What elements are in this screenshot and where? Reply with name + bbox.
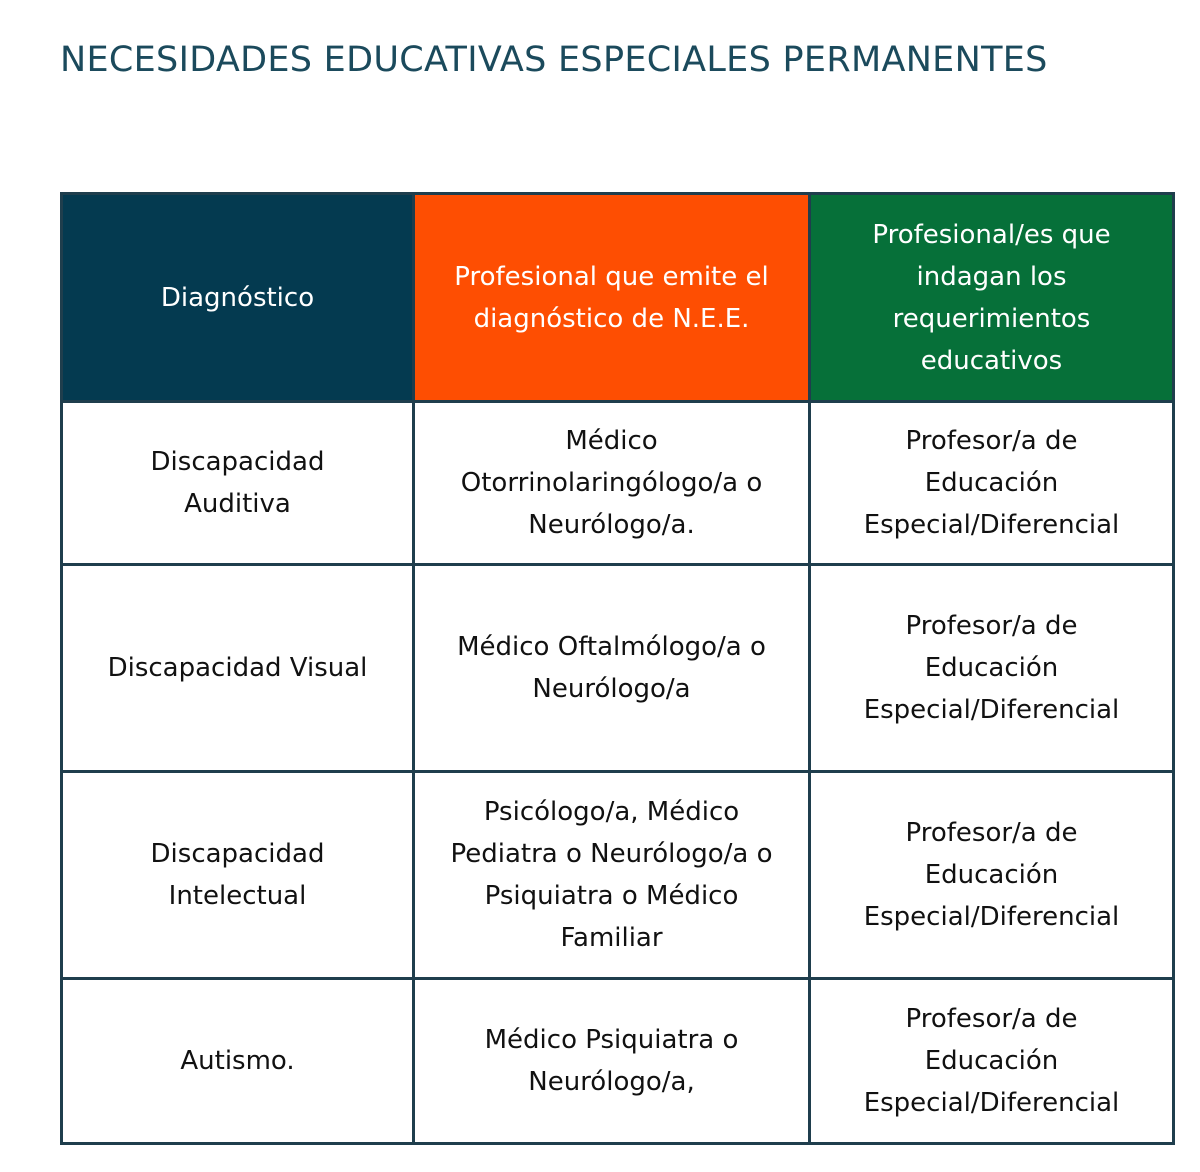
nee-table: [60, 192, 1175, 1145]
table-row: [62, 402, 1174, 565]
table-row: [62, 772, 1174, 979]
cell-diagnostico: Autismo.: [62, 979, 414, 1144]
header-diagnostico: Diagnóstico: [62, 194, 414, 402]
cell-profesional-emite: Psicólogo/a, Médico Pediatra o Neurólogo/a o Psiquiatra o Médico Familiar: [414, 772, 810, 979]
cell-profesionales-indagan: Profesor/a de Educación Especial/Diferencial: [810, 565, 1174, 772]
table-row: [62, 979, 1174, 1144]
cell-diagnostico: Discapacidad Auditiva: [62, 402, 414, 565]
cell-profesional-emite: Médico Psiquiatra o Neurólogo/a,: [414, 979, 810, 1144]
table-header-row: [62, 194, 1174, 402]
cell-profesionales-indagan: Profesor/a de Educación Especial/Diferencial: [810, 402, 1174, 565]
cell-diagnostico: Discapacidad Visual: [62, 565, 414, 772]
cell-profesional-emite: Médico Oftalmólogo/a o Neurólogo/a: [414, 565, 810, 772]
cell-profesional-emite: Médico Otorrinolaringólogo/a o Neurólogo/a.: [414, 402, 810, 565]
cell-profesionales-indagan: Profesor/a de Educación Especial/Diferencial: [810, 979, 1174, 1144]
table-row: [62, 565, 1174, 772]
header-profesional-emite: Profesional que emite el diagnóstico de N.E.E.: [414, 194, 810, 402]
page-title: NECESIDADES EDUCATIVAS ESPECIALES PERMANENTES: [60, 40, 1048, 80]
cell-profesionales-indagan: Profesor/a de Educación Especial/Diferencial: [810, 772, 1174, 979]
cell-diagnostico: Discapacidad Intelectual: [62, 772, 414, 979]
header-profesionales-indagan: Profesional/es que indagan los requerimientos educativos: [810, 194, 1174, 402]
